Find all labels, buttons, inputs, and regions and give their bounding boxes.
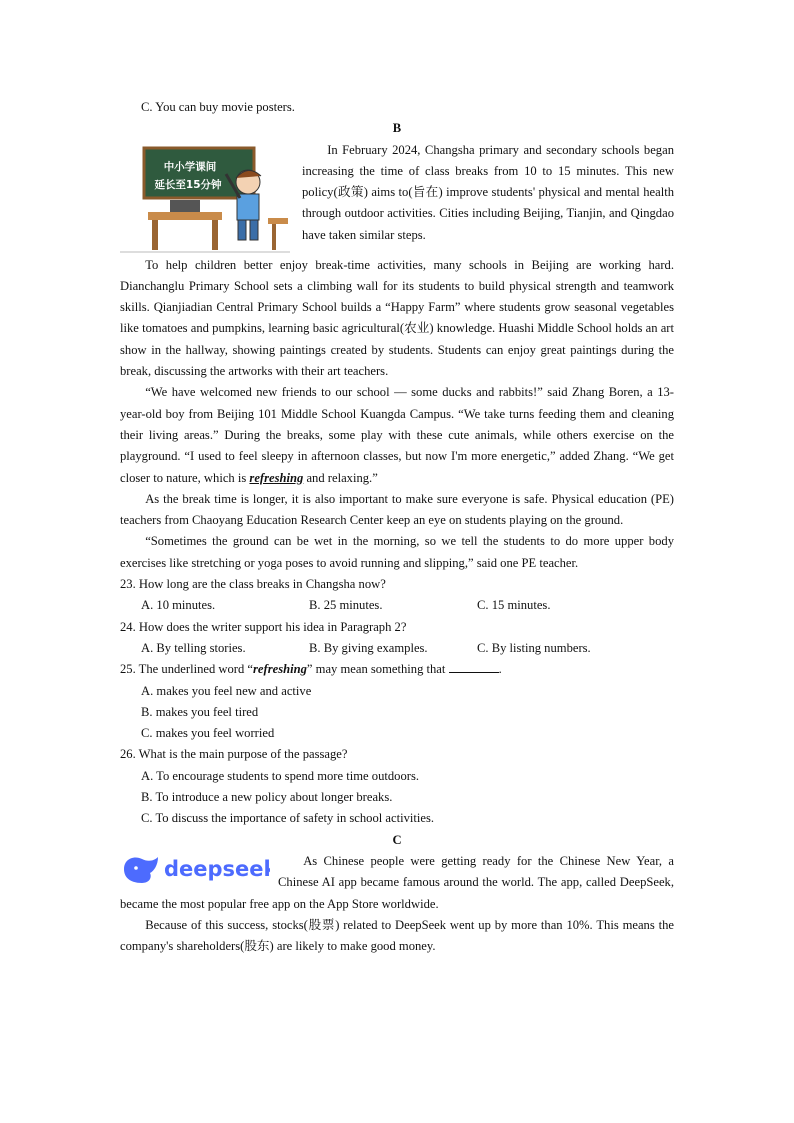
question-25-word: refreshing xyxy=(253,662,307,677)
section-c-paragraph-1: As Chinese people were getting ready for the Chinese New Year, a Chinese AI app became famous around the world. The app, called DeepSeek, became the most popular free app on the App Store worldwide. xyxy=(120,853,674,911)
question-23-options xyxy=(120,595,674,616)
deepseek-logo xyxy=(120,851,270,891)
question-25 xyxy=(120,659,674,680)
previous-question-option-c: C. You can buy movie posters. xyxy=(141,100,295,114)
question-23: 23. How long are the class breaks in Changsha now? xyxy=(120,577,386,592)
section-b-heading: B xyxy=(392,121,402,136)
underlined-word-refreshing: refreshing xyxy=(249,470,304,485)
section-b-paragraph-5: “Sometimes the ground can be wet in the morning, so we tell the students to do more upper body exercises like stretching or yoga poses to avoid running and slipping,” said one PE teacher. xyxy=(120,534,674,570)
question-23-option-b[interactable]: B. 25 minutes. xyxy=(309,598,383,613)
section-b-paragraph-3 xyxy=(120,382,674,488)
section-c-intro xyxy=(120,851,674,915)
question-25-stem-start: 25. The underlined word “ xyxy=(120,662,254,677)
section-c-paragraph-2: Because of this success, stocks(股票) related to DeepSeek went up by more than 10%. This means the company's shareholders(股东) are likely to make good money. xyxy=(120,917,674,954)
question-24-option-c[interactable]: C. By listing numbers. xyxy=(477,640,591,655)
document-page xyxy=(120,97,674,957)
question-23-option-a[interactable]: A. 10 minutes. xyxy=(141,598,216,613)
question-25-option-b[interactable]: B. makes you feel tired xyxy=(141,704,259,719)
paragraph-3-text: “We have welcomed new friends to our school — some ducks and rabbits!” said Zhang Boren, a 13-year-old boy from Beijing 101 Middle School Kuangda Campus. “We take turns feeding them and cleaning their living areas.” During the breaks, some play with these cute animals, while others exercise on the playground. “I used to feel sleepy in afternoon classes, but now I'm more energetic,” added Zhang. “We get closer to nature, which is xyxy=(120,385,674,485)
question-25-option-c[interactable]: C. makes you feel worried xyxy=(141,726,275,741)
question-26-option-a[interactable]: A. To encourage students to spend more time outdoors. xyxy=(141,768,419,783)
section-b-paragraph-2: To help children better enjoy break-time activities, many schools in Beijing are working hard. Dianchanglu Primary School sets a climbing wall for its students to build physical strength and teamwork skills. Qianjiadian Central Primary School builds a “Happy Farm” where students grow seasonal vegetables like tomatoes and pumpkins, learning basic agricultural(农业) knowledge. Huashi Middle School holds an art show in the hallway, showing paintings created by students. Students can enjoy great paintings during the break, discussing the artworks with their art teachers. xyxy=(120,257,674,379)
class-break-illustration xyxy=(120,140,290,255)
section-b-intro xyxy=(120,140,674,255)
question-24-option-a[interactable]: A. By telling stories. xyxy=(141,640,246,655)
board-text-line2: 延长至15分钟 xyxy=(154,178,222,191)
question-26-option-c[interactable]: C. To discuss the importance of safety in school activities. xyxy=(141,811,435,826)
paragraph-3-end: and relaxing.” xyxy=(306,470,378,485)
section-b-paragraph-4: As the break time is longer, it is also important to make sure everyone is safe. Physical education (PE) teachers from Chaoyang Education Research Center keep an eye on students playing on the ground. xyxy=(120,491,674,528)
question-26-option-b[interactable]: B. To introduce a new policy about longer breaks. xyxy=(141,790,393,805)
section-c-heading: C xyxy=(392,832,402,847)
board-text-line1: 中小学课间 xyxy=(163,160,217,173)
question-26: 26. What is the main purpose of the passage? xyxy=(120,747,348,762)
question-25-stem-end: ” may mean something that xyxy=(306,662,446,677)
question-24: 24. How does the writer support his idea in Paragraph 2? xyxy=(120,619,407,634)
question-24-option-b[interactable]: B. By giving examples. xyxy=(309,640,428,655)
question-25-option-a[interactable]: A. makes you feel new and active xyxy=(141,683,312,698)
section-b-paragraph-1: In February 2024, Changsha primary and secondary schools began increasing the time of class breaks from 10 to 15 minutes. This new policy(政策) aims to(旨在) improve students' physical and mental health through outdoor activities. Cities including Beijing, Tianjin, and Qingdao have taken similar steps. xyxy=(302,142,674,242)
question-24-options xyxy=(120,638,674,659)
question-23-option-c[interactable]: C. 15 minutes. xyxy=(477,598,551,613)
question-25-period: . xyxy=(498,662,502,677)
deepseek-logo-text: deepseek xyxy=(164,856,270,881)
answer-blank xyxy=(449,660,499,673)
